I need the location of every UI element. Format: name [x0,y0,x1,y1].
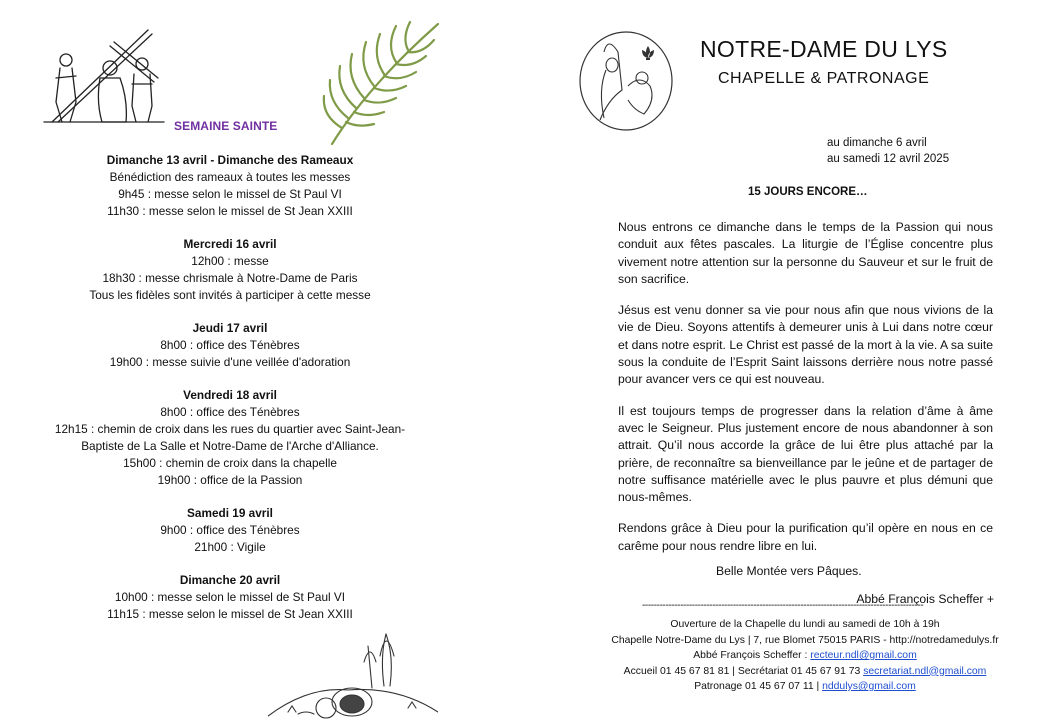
schedule-day [0,387,460,489]
phones-label: Accueil 01 45 67 81 81 | Secrétariat 01 45 67 91 73 [623,665,864,677]
right-page [520,0,1040,720]
rector-email-link[interactable]: recteur.ndl@gmail.com [810,650,917,661]
holy-week-title: SEMAINE SAINTE [174,119,278,133]
schedule-line: 8h00 : office des Ténèbres [160,405,300,419]
editorial-paragraph: Jésus est venu donner sa vie pour nous afin que nous vivions de la vie de Dieu. Soyons attentifs à demeurer unis à Lui dans notre cœur et dans notre esprit. Le Christ est passé de la mort à la vie. A sa suite sous la conduite de l’Esprit Saint laissons derrière nous notre passé pour avancer vers ce qui est nouveau. [618,303,993,387]
schedule-line: 8h00 : office des Ténèbres [160,338,300,352]
schedule-line: 9h45 : messe selon le missel de St Paul VI [118,187,342,201]
empty-tomb-illustration [268,616,438,720]
contact-footer [580,617,1030,695]
schedule-line: 21h00 : Vigile [194,540,266,554]
holy-week-schedule [0,152,460,639]
patronage-label: Patronage 01 45 67 07 11 | [694,681,823,692]
schedule-line: 18h30 : messe chrismale à Notre-Dame de Paris [102,271,358,285]
editorial-paragraph: Il est toujours temps de progresser dans la relation d’âme à âme avec le Seigneur. Plus justement encore de nous abandonner à son attrait. Qu’il nous accorde la grâce de lui être plus attaché par la prière, de reconnaître sa bienveillance par le jeûne et de partager de notre suffisance matérielle avec le plus pauvre et plus démuni que nous-mêmes. [618,403,993,505]
day-title: Jeudi 17 avril [192,321,268,335]
schedule-line: 19h00 : office de la Passion [157,473,303,487]
editorial-body [618,219,993,569]
rector-contact [580,648,1030,664]
phone-contacts [580,664,1030,680]
secretariat-email-link[interactable]: secretariat.ndl@gmail.com [863,665,987,677]
patronage-email-link[interactable]: nddulys@gmail.com [822,681,916,692]
opening-hours: Ouverture de la Chapelle du lundi au samedi de 10h à 19h [670,619,940,630]
schedule-line: 11h30 : messe selon le missel de St Jean XXIII [107,204,353,218]
editorial-paragraph: Rendons grâce à Dieu pour la purification qu’il opère en nous en ce carême pour nous rendre libre en lui. [618,521,993,553]
schedule-line: Baptiste de La Salle et Notre-Dame de l'Arche d'Alliance. [81,439,379,453]
schedule-line: 12h15 : chemin de croix dans les rues du quartier avec Saint-Jean- [54,422,406,436]
day-title: Samedi 19 avril [187,506,273,520]
day-title: Dimanche 20 avril [179,573,281,587]
patronage-contact [580,679,1030,695]
schedule-line: Tous les fidèles sont invités à participer à cette messe [89,288,371,302]
signature: Abbé François Scheffer + [856,592,994,606]
palm-branch-illustration [318,16,448,146]
editorial-paragraph: Nous entrons ce dimanche dans le temps de la Passion qui nous conduit aux fêtes pascales. La liturgie de l’Église concentre plus vivement notre attention sur la personne du Sauveur et sur le fruit de son sacrifice. [618,220,993,286]
schedule-day [0,152,460,220]
parish-emblem [578,30,674,132]
closing-line: Belle Montée vers Pâques. [716,564,862,578]
date-line: au samedi 12 avril 2025 [827,153,950,165]
rector-label: Abbé François Scheffer : [693,650,811,661]
schedule-line: Bénédiction des rameaux à toutes les messes [109,170,351,184]
schedule-line: 19h00 : messe suivie d'une veillée d'adoration [109,355,351,369]
day-title: Vendredi 18 avril [183,388,277,402]
day-title: Mercredi 16 avril [183,237,277,251]
schedule-line: 11h15 : messe selon le missel de St Jean XXIII [107,607,353,621]
schedule-line: 12h00 : messe [191,254,269,268]
editorial-heading: 15 JOURS ENCORE… [748,186,868,198]
schedule-line: 15h00 : chemin de croix dans la chapelle [123,456,337,470]
schedule-day [0,320,460,371]
parish-name: NOTRE-DAME DU LYS [700,36,948,62]
schedule-day [0,236,460,304]
schedule-line: 10h00 : messe selon le missel de St Paul VI [114,590,346,604]
schedule-day [0,505,460,556]
footer-divider: ------------------------------------------------------------------------------------------------ [642,600,924,611]
day-title: Dimanche 13 avril - Dimanche des Rameaux [106,153,354,167]
parish-subtitle: CHAPELLE & PATRONAGE [718,70,930,87]
stations-of-cross-illustration [36,22,172,126]
address-line: Chapelle Notre-Dame du Lys | 7, rue Blomet 75015 PARIS - http://notredamedulys.fr [611,634,999,646]
week-dates [827,135,949,167]
date-line: au dimanche 6 avril [827,137,927,149]
schedule-line: 9h00 : office des Ténèbres [160,523,300,537]
